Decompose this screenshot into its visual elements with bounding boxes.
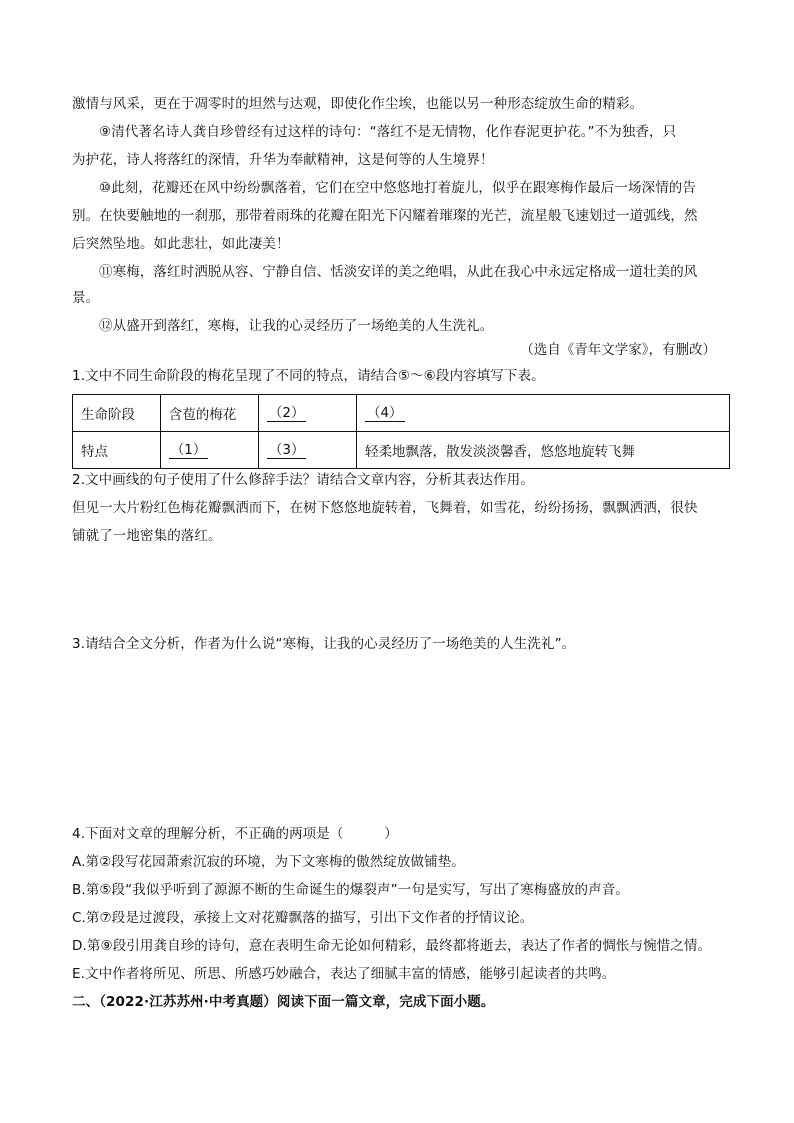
table-cell: 特点 — [73, 432, 161, 469]
option-c: C.第⑦段是过渡段，承接上文对花瓣飘落的描写，引出下文作者的抒情议论。 — [72, 910, 534, 926]
option-a: A.第②段写花园萧索沉寂的环境，为下文寒梅的傲然绽放做铺垫。 — [72, 854, 465, 870]
question-4-prompt: 4.下面对文章的理解分析，不正确的两项是（ ） — [72, 826, 398, 842]
section-2-heading: 二、（2022·江苏苏州·中考真题）阅读下面一篇文章，完成下面小题。 — [72, 994, 495, 1010]
blank-label: （4） — [366, 404, 403, 421]
answer-table — [72, 394, 730, 469]
passage-line: 激情与风采，更在于凋零时的坦然与达观，即使化作尘埃，也能以另一种形态绽放生命的精彩。 — [72, 96, 644, 112]
paragraph-10-line2: 别。在快要触地的一刹那，那带着雨珠的花瓣在阳光下闪耀着璀璨的光芒，流星般飞速划过一道弧线，然 — [72, 208, 698, 224]
option-d: D.第⑨段引用龚自珍的诗句，意在表明生命无论如何精彩，最终都将逝去，表达了作者的惆怅与惋惜之情。 — [72, 938, 712, 954]
table-cell-blank[interactable] — [356, 395, 729, 432]
paragraph-10-line1: ⑩此刻，花瓣还在风中纷纷飘落着，它们在空中悠悠地打着旋儿，似乎在跟寒梅作最后一场深情的告 — [99, 180, 697, 196]
paragraph-9-line1: ⑨清代著名诗人龚自珍曾经有过这样的诗句：“落红不是无情物，化作春泥更护花。”不为独香，只 — [99, 124, 677, 140]
table-cell: 生命阶段 — [73, 395, 161, 432]
paragraph-11-line1: ⑪寒梅，落红时洒脱从容、宁静自信、恬淡安详的美之绝唱，从此在我心中永远定格成一道壮美的风 — [99, 264, 698, 280]
table-cell-blank[interactable] — [258, 395, 356, 432]
paragraph-12: ⑫从盛开到落红，寒梅，让我的心灵经历了一场绝美的人生洗礼。 — [99, 318, 494, 334]
paragraph-10-line3: 后突然坠地。如此悲壮，如此凄美！ — [72, 236, 290, 252]
paragraph-9-line2: 为护花，诗人将落红的深情，升华为奉献精神，这是何等的人生境界！ — [72, 152, 494, 168]
question-2-quote-line1: 但见一大片粉红色梅花瓣飘洒而下，在树下悠悠地旋转着，飞舞着，如雪花，纷纷扬扬，飘飘洒洒，很快 — [72, 500, 698, 516]
paragraph-11-line2: 景。 — [72, 290, 100, 306]
table-cell-blank[interactable] — [160, 432, 258, 469]
question-1-prompt: 1.文中不同生命阶段的梅花呈现了不同的特点，请结合⑤～⑥段内容填写下表。 — [72, 368, 545, 384]
question-2-quote-line2: 铺就了一地密集的落红。 — [72, 528, 222, 544]
option-e: E.文中作者将所见、所思、所感巧妙融合，表达了细腻丰富的情感，能够引起读者的共鸣。 — [72, 966, 616, 982]
question-3-prompt: 3.请结合全文分析，作者为什么说“寒梅，让我的心灵经历了一场绝美的人生洗礼”。 — [72, 636, 576, 652]
table-row — [73, 395, 730, 432]
blank-label: （3） — [268, 441, 305, 458]
table-cell-blank[interactable] — [258, 432, 356, 469]
table-row — [73, 432, 730, 469]
table-cell: 含苞的梅花 — [160, 395, 258, 432]
table-cell: 轻柔地飘落，散发淡淡馨香，悠悠地旋转飞舞 — [356, 432, 729, 469]
option-b: B.第⑤段“我似乎听到了源源不断的生命诞生的爆裂声”一句是实写，写出了寒梅盛放的声音。 — [72, 882, 629, 898]
blank-label: （1） — [170, 441, 207, 458]
question-2-prompt: 2.文中画线的句子使用了什么修辞手法？请结合文章内容，分析其表达作用。 — [72, 472, 534, 488]
blank-label: （2） — [268, 404, 305, 421]
source-citation: （选自《青年文学家》，有删改） — [520, 342, 716, 358]
